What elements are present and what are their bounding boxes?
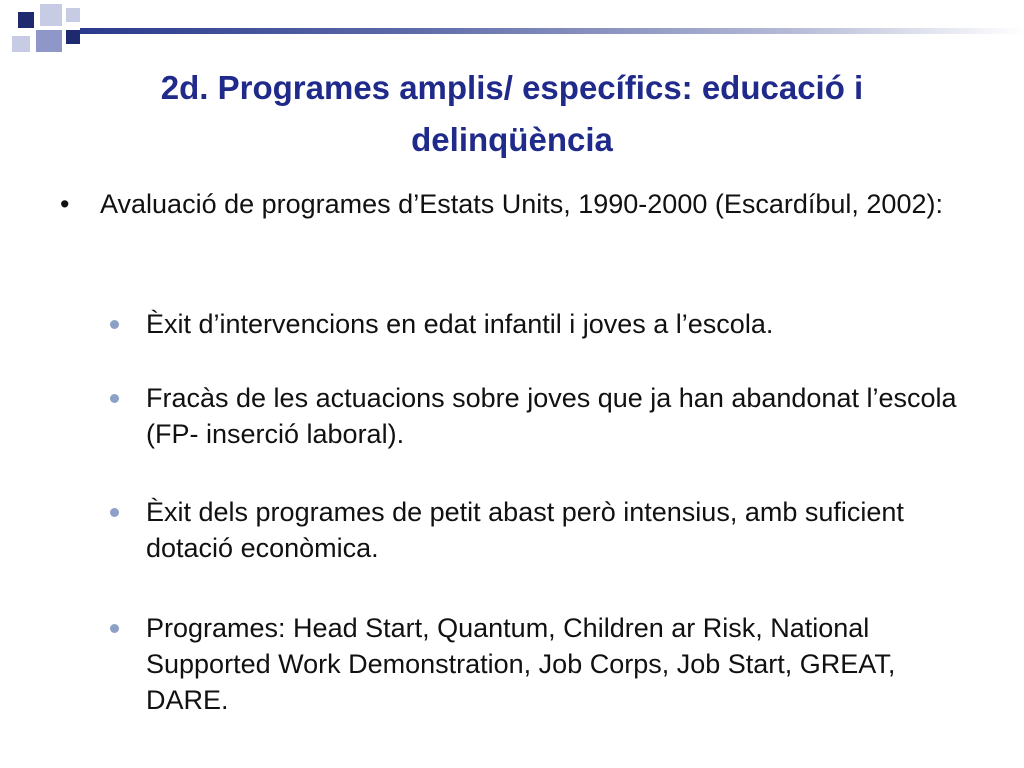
sub-bullet-dot <box>110 624 119 633</box>
decor-square <box>12 36 30 52</box>
decor-square <box>66 8 80 22</box>
sub-bullet-text: Programes: Head Start, Quantum, Children ar Risk, National Supported Work Demonstration, Job Corps, Job Start, GREAT, DARE. <box>146 613 896 715</box>
decor-square <box>66 30 80 44</box>
title-accent-bar <box>80 28 1024 34</box>
sub-bullet-text: Èxit dels programes de petit abast però intensius, amb suficient dotació econòmica. <box>146 497 904 563</box>
sub-bullet-text: Èxit d’intervencions en edat infantil i joves a l’escola. <box>146 309 774 339</box>
sub-bullet-text: Fracàs de les actuacions sobre joves que ja han abandonat l’escola (FP- inserció laboral). <box>146 383 957 449</box>
decor-square <box>40 4 62 26</box>
decor-square <box>36 30 62 52</box>
bullet-text: Avaluació de programes d’Estats Units, 1990-2000 (Escardíbul, 2002): <box>100 189 943 219</box>
slide-title: 2d. Programes amplis/ específics: educació i delinqüència <box>160 69 864 158</box>
sub-bullet-dot <box>110 394 119 403</box>
sub-bullet-dot <box>110 320 119 329</box>
bullet-dot: • <box>60 189 70 219</box>
sub-bullet-dot <box>110 508 119 517</box>
decor-square <box>18 12 34 28</box>
